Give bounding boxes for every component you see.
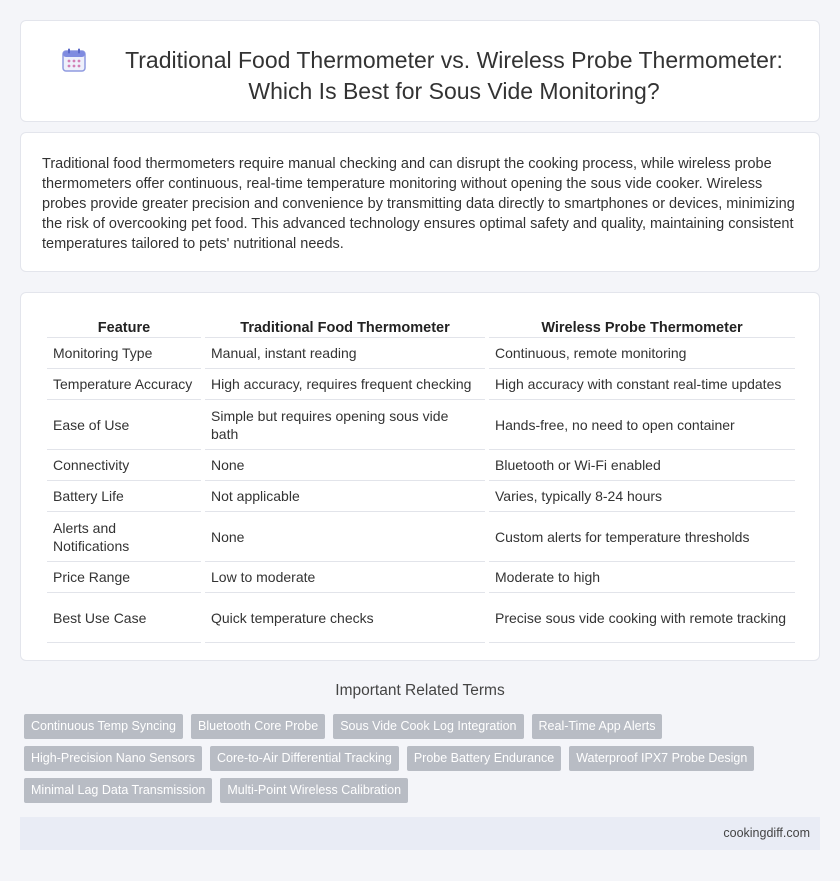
wireless-cell: Custom alerts for temperature thresholds xyxy=(489,512,795,562)
wireless-cell: Precise sous vide cooking with remote tracking xyxy=(489,593,795,643)
related-term-tag[interactable]: Probe Battery Endurance xyxy=(407,746,561,771)
wireless-cell: Varies, typically 8-24 hours xyxy=(489,481,795,512)
related-terms-list xyxy=(24,714,824,810)
intro-card xyxy=(20,132,820,272)
wireless-cell: Moderate to high xyxy=(489,562,795,593)
intro-paragraph: Traditional food thermometers require manual checking and can disrupt the cooking process, while wireless probe thermometers offer continuous, real-time temperature monitoring without opening the sous vide cooker. Wireless probes provide greater precision and convenience by transmitting data directly to smartphones or devices, minimizing the risk of overcooking pet food. This advanced technology ensures optimal safety and quality, maintaining consistent temperatures tailored to pets' nutritional needs. xyxy=(42,156,795,252)
table-row xyxy=(47,400,795,450)
related-term-tag[interactable]: High-Precision Nano Sensors xyxy=(24,746,202,771)
feature-cell: Price Range xyxy=(47,562,201,593)
feature-cell: Ease of Use xyxy=(47,400,201,450)
table-row xyxy=(47,593,795,643)
page-title: Traditional Food Thermometer vs. Wireless Probe Thermometer: Which Is Best for Sous Vide Monitoring? xyxy=(125,47,783,104)
wireless-cell: Hands-free, no need to open container xyxy=(489,400,795,450)
traditional-cell: Not applicable xyxy=(205,481,485,512)
header-feature: Feature xyxy=(47,318,201,338)
footer xyxy=(20,817,820,850)
feature-cell: Battery Life xyxy=(47,481,201,512)
feature-cell: Alerts and Notifications xyxy=(47,512,201,562)
table-row xyxy=(47,450,795,481)
feature-cell: Best Use Case xyxy=(47,593,201,643)
table-row xyxy=(47,512,795,562)
traditional-cell: Manual, instant reading xyxy=(205,338,485,369)
table-header-row xyxy=(47,318,795,338)
feature-cell: Monitoring Type xyxy=(47,338,201,369)
related-term-tag[interactable]: Sous Vide Cook Log Integration xyxy=(333,714,523,739)
title-card xyxy=(20,20,820,122)
header-wireless: Wireless Probe Thermometer xyxy=(489,318,795,338)
table-row xyxy=(47,562,795,593)
title-row xyxy=(61,45,799,107)
table-row xyxy=(47,338,795,369)
traditional-cell: Quick temperature checks xyxy=(205,593,485,643)
traditional-cell: Low to moderate xyxy=(205,562,485,593)
comparison-table xyxy=(43,318,799,643)
wireless-cell: High accuracy with constant real-time updates xyxy=(489,369,795,400)
feature-cell: Temperature Accuracy xyxy=(47,369,201,400)
related-terms-title: Important Related Terms xyxy=(335,682,505,699)
traditional-cell: None xyxy=(205,512,485,562)
traditional-cell: High accuracy, requires frequent checking xyxy=(205,369,485,400)
related-term-tag[interactable]: Waterproof IPX7 Probe Design xyxy=(569,746,754,771)
calendar-icon xyxy=(61,47,87,73)
comparison-card xyxy=(20,292,820,661)
wireless-cell: Continuous, remote monitoring xyxy=(489,338,795,369)
related-term-tag[interactable]: Multi-Point Wireless Calibration xyxy=(220,778,408,803)
related-term-tag[interactable]: Bluetooth Core Probe xyxy=(191,714,325,739)
wireless-cell: Bluetooth or Wi-Fi enabled xyxy=(489,450,795,481)
feature-cell: Connectivity xyxy=(47,450,201,481)
table-row xyxy=(47,481,795,512)
header-traditional: Traditional Food Thermometer xyxy=(205,318,485,338)
traditional-cell: None xyxy=(205,450,485,481)
related-term-tag[interactable]: Core-to-Air Differential Tracking xyxy=(210,746,399,771)
related-term-tag[interactable]: Real-Time App Alerts xyxy=(532,714,663,739)
traditional-cell: Simple but requires opening sous vide bath xyxy=(205,400,485,450)
table-row xyxy=(47,369,795,400)
related-term-tag[interactable]: Continuous Temp Syncing xyxy=(24,714,183,739)
footer-site-link[interactable]: cookingdiff.com xyxy=(723,826,810,840)
related-term-tag[interactable]: Minimal Lag Data Transmission xyxy=(24,778,212,803)
